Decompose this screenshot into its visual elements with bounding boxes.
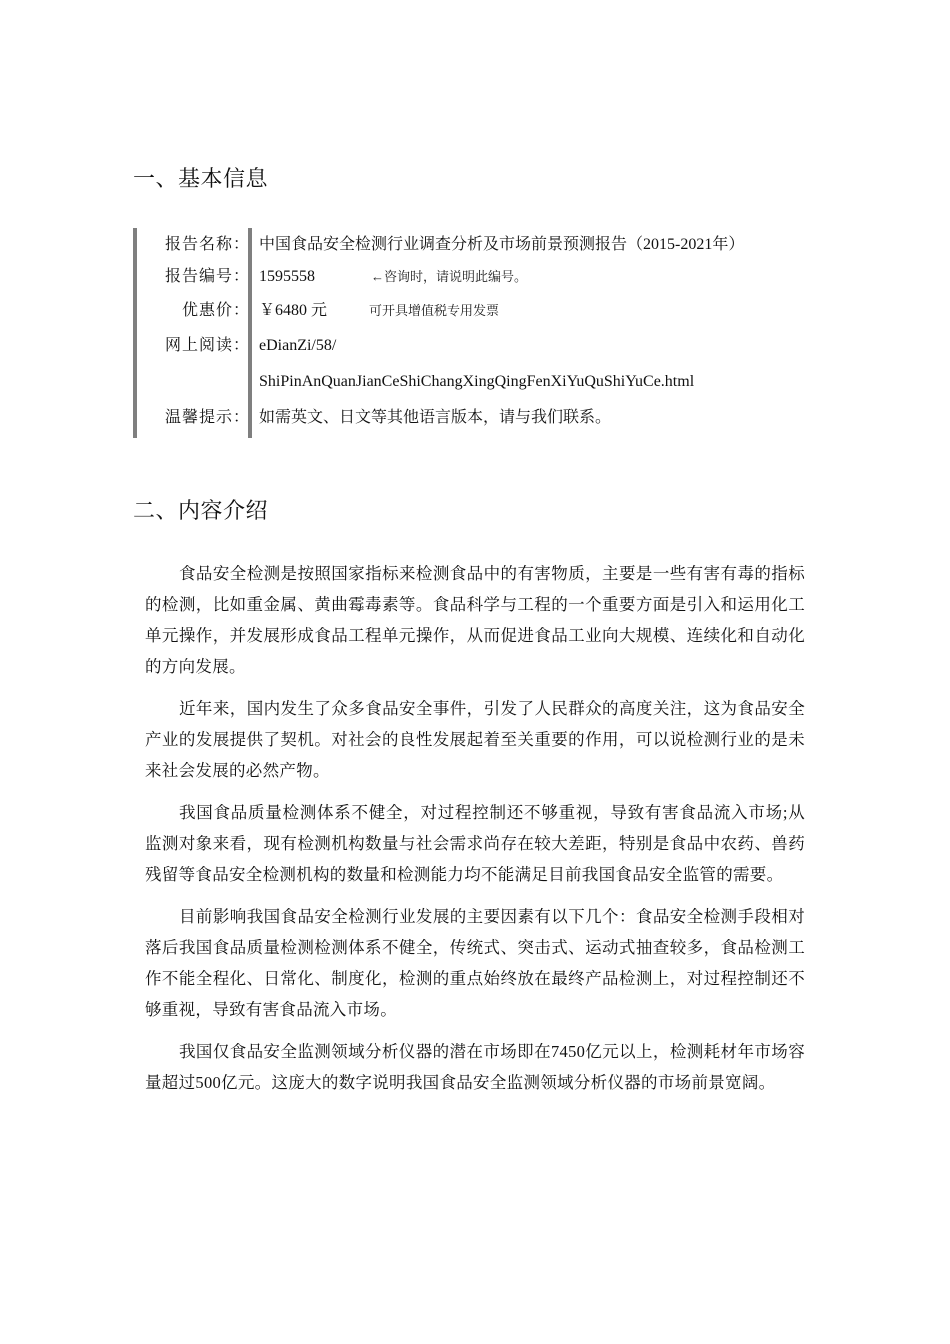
online-link-line1[interactable]: eDianZi/58/: [259, 337, 337, 354]
price-amount: ￥6480 元: [259, 302, 328, 319]
paragraph: 我国食品质量检测体系不健全，对过程控制还不够重视，导致有害食品流入市场;从监测对象来看，现有检测机构数量与社会需求尚存在较大差距，特别是食品中农药、兽药残留等食品安全检测机构的数量和检测能力均不能满足目前我国食品安全监管的需要。: [145, 803, 805, 884]
report-id-value: [259, 260, 528, 294]
tip-label: 温馨提示：: [164, 409, 250, 426]
report-id-note: ←咨询时，请说明此编号。: [371, 269, 528, 284]
price-value: [259, 294, 500, 328]
section-title-content-intro: 二、内容介绍: [133, 499, 269, 524]
price-note: 可开具增值税专用发票: [369, 303, 500, 318]
price-label: 优惠价：: [181, 302, 250, 319]
info-row-online-cont: [133, 365, 793, 399]
online-label: 网上阅读：: [164, 337, 250, 354]
basic-info-table: [133, 228, 773, 438]
section-title-basic-info: 一、基本信息: [133, 167, 269, 192]
report-name-label: 报告名称：: [164, 236, 250, 253]
paragraph: 食品安全检测是按照国家指标来检测食品中的有害物质，主要是一些有害有毒的指标的检测，比如重金属、黄曲霉毒素等。食品科学与工程的一个重要方面是引入和运用化工单元操作，并发展形成食品工程单元操作，从而促进食品工业向大规模、连续化和自动化的方向发展。: [145, 564, 805, 676]
online-link-line2[interactable]: ShiPinAnQuanJianCeShiChangXingQingFenXiYuQuShiYuCe.html: [259, 373, 695, 390]
info-row-report-name: [133, 228, 793, 262]
paragraph: 近年来，国内发生了众多食品安全事件，引发了人民群众的高度关注，这为食品安全产业的发展提供了契机。对社会的良性发展起着至关重要的作用，可以说检测行业的是未来社会发展的必然产物。: [145, 699, 805, 780]
info-row-report-id: [133, 260, 793, 294]
paragraph: 我国仅食品安全监测领域分析仪器的潜在市场即在7450亿元以上，检测耗材年市场容量超过500亿元。这庞大的数字说明我国食品安全监测领域分析仪器的市场前景宽阔。: [145, 1042, 805, 1092]
report-id-number: 1595558: [259, 268, 315, 285]
tip-value: 如需英文、日文等其他语言版本，请与我们联系。: [259, 409, 612, 426]
paragraph: 目前影响我国食品安全检测行业发展的主要因素有以下几个：食品安全检测手段相对落后我国食品质量检测检测体系不健全，传统式、突击式、运动式抽查较多，食品检测工作不能全程化、日常化、制度化，检测的重点始终放在最终产品检测上，对过程控制还不够重视，导致有害食品流入市场。: [145, 907, 805, 1019]
content-body: [145, 558, 805, 1109]
info-row-price: [133, 294, 793, 328]
report-id-label: 报告编号：: [164, 268, 250, 285]
report-name-value: 中国食品安全检测行业调查分析及市场前景预测报告（2015-2021年）: [259, 236, 745, 253]
info-row-tip: [133, 401, 793, 435]
info-row-online: [133, 329, 793, 363]
